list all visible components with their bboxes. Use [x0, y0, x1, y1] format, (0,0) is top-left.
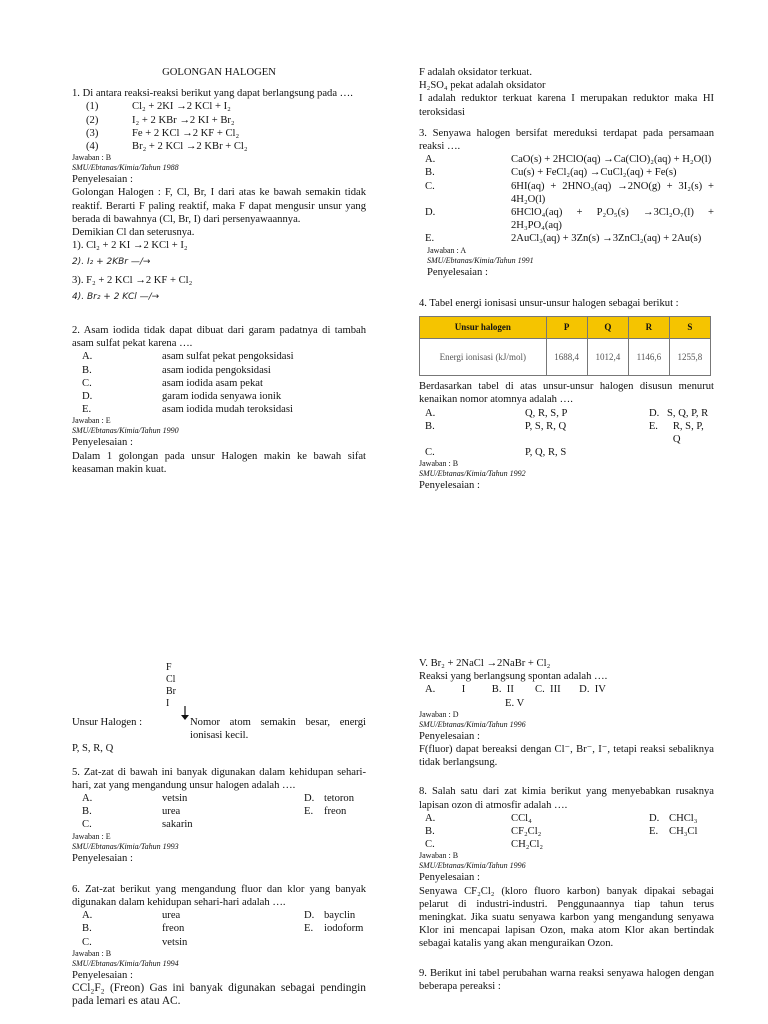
- option-label: E.: [82, 404, 92, 416]
- option-text: iodoform: [324, 923, 364, 935]
- q6-option-row: [72, 922, 366, 935]
- q6-solution-text: CCl₂F₂ (Freon) Gas ini banyak digunakan sebagai pendingin pada lemari es atau AC.: [72, 982, 366, 1008]
- q8-option-row: [419, 812, 714, 825]
- option-text: Q, R, S, P: [525, 407, 568, 419]
- option-label: B.: [425, 826, 435, 838]
- option-label: B.: [82, 364, 92, 376]
- element-cl: Cl: [166, 674, 176, 685]
- option-equation: CaO(s) + 2HClO(aq) →Ca(ClO)₂(aq) + H₂O(l): [511, 154, 712, 166]
- option-equation: Cl₂ + 2KI →2 KCl + I₂: [132, 101, 231, 113]
- option-number: (4): [86, 141, 99, 153]
- option-label: D.: [649, 407, 660, 419]
- unsur-text: Nomor atom semakin besar, energi ionisasi kecil.: [190, 717, 366, 742]
- q1-answer: Jawaban : B: [72, 153, 112, 163]
- q7-options-line-1: A. I B. II C. III D. IV: [425, 684, 606, 696]
- option-label: D.: [304, 910, 315, 922]
- q2-answer: Jawaban : E: [72, 416, 111, 426]
- option-text: CHCl₃: [669, 812, 698, 824]
- option-text: bayclin: [324, 910, 356, 922]
- option-equation: Br₂ + 2 KCl →2 KBr + Cl₂: [132, 141, 248, 153]
- q7-solution-label: Penyelesaian :: [419, 730, 480, 742]
- q3-option: [419, 180, 714, 206]
- option-text: CF₂Cl₂: [511, 826, 542, 838]
- q6-source: SMU/Ebtanas/Kimia/Tahun 1994: [72, 958, 179, 968]
- q5-option-row: [72, 805, 366, 818]
- table-row-label: Energi ionisasi (kJ/mol): [420, 339, 547, 376]
- table-header-cell: S: [669, 317, 710, 339]
- option-text: CCl₄: [511, 812, 532, 824]
- question-9-text: 9. Berikut ini tabel perubahan warna reaksi senyawa halogen dengan beberapa pereaksi :: [419, 967, 714, 992]
- q2-solution-label: Penyelesaian :: [72, 437, 133, 449]
- option-label: C.: [82, 377, 92, 389]
- q1-option: [72, 114, 366, 127]
- table-cell: 1688,4: [546, 339, 587, 376]
- q5-option-row: [72, 792, 366, 805]
- q3-solution-label: Penyelesaian :: [427, 266, 488, 278]
- option-text: CH₂Cl₂: [511, 839, 544, 851]
- option-label: A.: [425, 812, 436, 824]
- page-title: GOLONGAN HALOGEN: [162, 67, 276, 78]
- option-text: asam sulfat pekat pengoksidasi: [162, 351, 294, 363]
- table-cell: 1146,6: [628, 339, 669, 376]
- q4-answer: Jawaban : B: [419, 459, 459, 469]
- q1-source: SMU/Ebtanas/Kimia/Tahun 1988: [72, 163, 179, 173]
- q8-option-row: [419, 825, 714, 838]
- solution-line: H₂SO₄ pekat adalah oksidator: [419, 80, 546, 92]
- option-text: vetsin: [162, 936, 188, 948]
- q1-solution-text-2: Demikian Cl dan seterusnya.: [72, 227, 195, 239]
- option-label: D.: [649, 812, 660, 824]
- q5-option-row: [72, 818, 366, 831]
- option-label: A.: [82, 910, 93, 922]
- option-equation: 6HI(aq) + 2HNO₃(aq) →2NO(g) + 3I₂(s) + 4H₂O(l): [511, 180, 714, 205]
- q2-option: [72, 364, 366, 377]
- right-top-column: [419, 66, 714, 493]
- option-equation: Cu(s) + FeCl₂(aq) →CuCl₂(aq) + Fe(s): [511, 167, 677, 179]
- option-label: A.: [82, 793, 93, 805]
- unsur-label: Unsur Halogen :: [72, 717, 143, 728]
- q7-solution-text: F(fluor) dapat bereaksi dengan Cl⁻, Br⁻, I⁻, tetapi reaksi sebaliknya tidak berlangsung.: [419, 744, 714, 769]
- option-label: C.: [82, 936, 92, 948]
- left-bottom-column: [72, 662, 366, 1008]
- q4-option-row: [419, 420, 714, 446]
- left-top-column: [72, 66, 366, 476]
- q1-solution-line: 4). Br₂ + 2 KCl —/→: [72, 291, 160, 302]
- q8-answer: Jawaban : B: [419, 851, 459, 861]
- q1-option: [72, 127, 366, 140]
- q1-option: [72, 140, 366, 153]
- q2-solution-text: Dalam 1 golongan pada unsur Halogen makin ke bawah sifat keasaman makin kuat.: [72, 450, 366, 475]
- option-label: E.: [648, 420, 658, 432]
- table-header-cell: R: [628, 317, 669, 339]
- q1-solution-line: 1). Cl₂ + 2 KI →2 KCl + I₂: [72, 240, 188, 252]
- option-text: R, S, P, Q: [672, 420, 704, 446]
- q1-solution-text: Golongan Halogen : F, Cl, Br, I dari atas ke bawah semakin tidak reaktif. Berarti F paling reaktif, maka F dapat mengusir unsur yang berada di bawahnya (Cl, Br, I) dari persenyawaannya.: [72, 187, 366, 225]
- solution-line: I adalah reduktor terkuat karena I merupakan reduktor maka HI teroksidasi: [419, 93, 714, 118]
- option-text: CH₃Cl: [669, 826, 698, 838]
- option-text: asam iodida pengoksidasi: [162, 364, 271, 376]
- q8-source: SMU/Ebtanas/Kimia/Tahun 1996: [419, 861, 526, 871]
- q5-source: SMU/Ebtanas/Kimia/Tahun 1993: [72, 841, 179, 851]
- option-text: freon: [324, 806, 347, 818]
- reaction-v: V. Br₂ + 2NaCl →2NaBr + Cl₂: [419, 658, 551, 669]
- table-row: [420, 339, 711, 376]
- element-i: I: [166, 698, 170, 709]
- option-text: P, S, R, Q: [524, 420, 567, 432]
- table-cell: 1012,4: [587, 339, 628, 376]
- option-text: asam iodida asam pekat: [162, 377, 263, 389]
- option-equation: 6HClO₄(aq) + P₂O₅(s) →3Cl₂O₇(l) + 2H₃PO₄(aq): [511, 207, 714, 232]
- table-header-row: [420, 317, 711, 339]
- option-equation: I₂ + 2 KBr →2 KI + Br₂: [132, 114, 235, 126]
- option-label: E.: [304, 923, 314, 935]
- q7-source: SMU/Ebtanas/Kimia/Tahun 1996: [419, 719, 526, 729]
- option-text: vetsin: [162, 793, 188, 805]
- unsur-halogen-row: [72, 716, 366, 742]
- option-label: A.: [425, 407, 436, 419]
- q4-source: SMU/Ebtanas/Kimia/Tahun 1992: [419, 469, 526, 479]
- q1-solution-line: 3). F₂ + 2 KCl →2 KF + Cl₂: [72, 274, 193, 286]
- option-label: B.: [425, 167, 435, 179]
- q4-option-row: [419, 446, 714, 459]
- option-number: (1): [86, 101, 99, 113]
- q7-answer: Jawaban : D: [419, 709, 459, 719]
- q6-solution-label: Penyelesaian :: [72, 969, 133, 981]
- table-header-cell: Q: [587, 317, 628, 339]
- question-2-text: 2. Asam iodida tidak dapat dibuat dari garam padatnya di tambah asam sulfat pekat karena ….: [72, 325, 366, 350]
- question-4-text-2: Berdasarkan tabel di atas unsur-unsur halogen disusun menurut kenaikan nomor atomnya adalah ….: [419, 381, 714, 406]
- q5-solution-label: Penyelesaian :: [72, 852, 133, 864]
- question-3-text: 3. Senyawa halogen bersifat mereduksi terdapat pada persamaan reaksi ….: [419, 127, 714, 153]
- ionization-energy-table: [419, 316, 711, 376]
- solution-line: F adalah oksidator terkuat.: [419, 67, 532, 78]
- order-result: P, S, R, Q: [72, 743, 114, 755]
- option-label: D.: [82, 391, 93, 403]
- q3-option: [419, 166, 714, 179]
- question-7-text: Reaksi yang berlangsung spontan adalah ….: [419, 671, 608, 683]
- q4-option-row: [419, 407, 714, 420]
- q2-option: [72, 390, 366, 403]
- table-header-cell: P: [546, 317, 587, 339]
- option-number: (3): [86, 127, 99, 139]
- option-label: E.: [649, 826, 659, 838]
- element-br: Br: [166, 686, 176, 697]
- question-5-text: 5. Zat-zat di bawah ini banyak digunakan dalam kehidupan sehari-hari, zat yang mengandung unsur halogen adalah ….: [72, 766, 366, 791]
- q2-option-list: [72, 350, 366, 416]
- q2-option: [72, 350, 366, 363]
- q3-option: [419, 206, 714, 232]
- option-text: urea: [162, 806, 181, 818]
- halogen-group-diagram: [72, 662, 366, 716]
- option-label: E.: [425, 233, 435, 245]
- option-equation: Fe + 2 KCl →2 KF + Cl₂: [132, 127, 240, 139]
- q4-solution-label: Penyelesaian :: [419, 480, 480, 492]
- question-6-text: 6. Zat-zat berikut yang mengandung fluor dan klor yang banyak digunakan dalam kehidupan sehari-hari adalah ….: [72, 883, 366, 909]
- q3-option: [419, 232, 714, 245]
- option-label: E.: [304, 806, 314, 818]
- q3-answer: Jawaban : A: [427, 245, 467, 255]
- q3-option: [419, 153, 714, 166]
- option-text: asam iodida mudah teroksidasi: [162, 404, 293, 416]
- q8-solution-text: Senyawa CF₂Cl₂ (kloro fluoro karbon) banyak dipakai sebagai pelarut di industri-industri. Penggunaannya tiap tahun terus meningkat. Jika suatu senyawa karbon yang mengandung senyawa Klor ini mencapai lapisan Ozon, maka atom Klor akan bertindak sebagai katalis yang akan menguraikan Ozon.: [419, 885, 714, 950]
- q2-source: SMU/Ebtanas/Kimia/Tahun 1990: [72, 426, 179, 436]
- option-text: urea: [162, 910, 181, 922]
- option-label: A.: [82, 351, 93, 363]
- question-8-text: 8. Salah satu dari zat kimia berikut yang menyebabkan rusaknya lapisan ozon di atmosfir adalah ….: [419, 786, 714, 811]
- option-label: B.: [82, 806, 92, 818]
- option-text: tetoron: [324, 793, 355, 805]
- q6-option-row: [72, 936, 366, 949]
- option-label: D.: [304, 793, 315, 805]
- table-header-cell: Unsur halogen: [420, 317, 547, 339]
- q1-solution-line: 2). I₂ + 2KBr —/→: [72, 257, 151, 268]
- q7-options-line-2: E. V: [505, 697, 525, 709]
- right-bottom-column: [419, 657, 714, 993]
- q8-solution-label: Penyelesaian :: [419, 872, 480, 884]
- option-text: freon: [162, 923, 185, 935]
- q3-option-list: [419, 153, 714, 245]
- question-4-text: 4. Tabel energi ionisasi unsur-unsur halogen sebagai berikut :: [419, 297, 679, 309]
- option-label: C.: [425, 839, 435, 851]
- q2-option: [72, 377, 366, 390]
- q6-option-row: [72, 909, 366, 922]
- option-label: D.: [425, 207, 436, 219]
- q8-option-row: [419, 838, 714, 851]
- q1-option-list: [72, 100, 366, 153]
- option-label: C.: [425, 447, 435, 459]
- option-text: S, Q, P, R: [667, 407, 709, 419]
- question-1-text: 1. Di antara reaksi-reaksi berikut yang dapat berlangsung pada ….: [72, 88, 353, 100]
- table-cell: 1255,8: [669, 339, 710, 376]
- option-text: sakarin: [162, 819, 193, 831]
- option-label: B.: [82, 923, 92, 935]
- q1-option: [72, 100, 366, 113]
- option-label: C.: [425, 180, 435, 192]
- option-label: A.: [425, 154, 436, 166]
- q1-solution-label: Penyelesaian :: [72, 174, 133, 186]
- option-text: P, Q, R, S: [525, 447, 567, 459]
- element-f: F: [166, 662, 172, 673]
- option-text: garam iodida senyawa ionik: [162, 391, 282, 403]
- option-equation: 2AuCl₃(aq) + 3Zn(s) →3ZnCl₂(aq) + 2Au(s): [511, 233, 702, 245]
- option-number: (2): [86, 114, 99, 126]
- q5-answer: Jawaban : E: [72, 831, 111, 841]
- option-label: B.: [425, 420, 435, 432]
- q6-answer: Jawaban : B: [72, 948, 112, 958]
- q2-option: [72, 403, 366, 416]
- option-label: C.: [82, 819, 92, 831]
- q3-source: SMU/Ebtanas/Kimia/Tahun 1991: [427, 255, 534, 265]
